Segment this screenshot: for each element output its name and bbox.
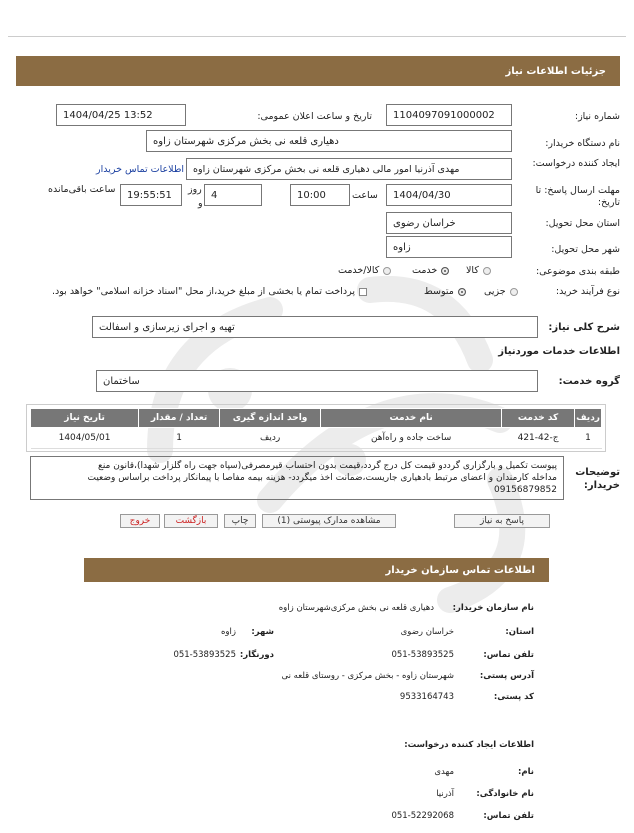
days-field[interactable]: 4 (204, 184, 262, 206)
buyer-label: نام دستگاه خریدار: (545, 138, 620, 149)
time-label: ساعت (352, 190, 378, 201)
contact-postal-label: کد پستی: (493, 692, 534, 702)
cell-qty: 1 (139, 428, 220, 449)
contact-address-label: آدرس پستی: (479, 671, 534, 681)
print-button[interactable]: چاپ (224, 514, 256, 528)
cell-name: ساخت جاده و راه‌آهن (321, 428, 502, 449)
contact-fax-value: 051-53893525 (173, 650, 236, 660)
radio-icon[interactable] (483, 267, 491, 275)
page-header (16, 56, 620, 86)
contact-title: اطلاعات تماس سازمان خریدار (385, 564, 535, 576)
contact-address-value: شهرستان زاوه - بخش مرکزی - روستای قلعه نی (281, 671, 454, 681)
description-field[interactable]: تهیه و اجرای زیرسازی و اسفالت (92, 316, 538, 338)
treasury-checkbox-row[interactable]: پرداخت تمام یا بخشی از مبلغ خرید،از محل "اسناد خزانه اسلامی" خواهد بود. (52, 286, 367, 297)
creator-phone-label: تلفن تماس: (483, 811, 534, 821)
creator-family-label: نام خانوادگی: (476, 789, 534, 799)
col-row: ردیف (575, 409, 602, 428)
reply-button[interactable]: پاسخ به نیاز (454, 514, 550, 528)
contact-city-value: زاوه (220, 627, 236, 637)
province-field[interactable]: خراسان رضوی (386, 212, 512, 234)
attachments-button[interactable]: مشاهده مدارک پیوستی (1) (262, 514, 396, 528)
creator-family-value: آذرنیا (436, 789, 454, 799)
remaining-time-field[interactable]: 19:55:51 (120, 184, 182, 206)
process-option-medium[interactable]: متوسط (424, 286, 466, 297)
category-option-both[interactable]: کالا/خدمت (338, 265, 391, 276)
back-button[interactable]: بازگشت (164, 514, 218, 528)
table-row[interactable] (31, 428, 602, 449)
need-number-field[interactable]: 1104097091000002 (386, 104, 512, 126)
contact-city-label: شهر: (251, 627, 274, 637)
page-title: جزئیات اطلاعات نیاز (505, 65, 606, 77)
service-group-field[interactable]: ساختمان (96, 370, 538, 392)
checkbox-icon[interactable] (359, 288, 367, 296)
cell-row: 1 (575, 428, 602, 449)
contact-phone-label: تلفن تماس: (483, 650, 534, 660)
creator-label: ایجاد کننده درخواست: (532, 158, 620, 169)
creator-section-title: اطلاعات ایجاد کننده درخواست: (404, 740, 534, 750)
deadline-label: مهلت ارسال پاسخ: تا تاریخ: (535, 185, 620, 208)
col-unit: واحد اندازه گیری (220, 409, 321, 428)
buyer-field[interactable]: دهیاری قلعه نی بخش مرکزی شهرستان زاوه (146, 130, 512, 152)
category-option-goods[interactable]: کالا (466, 265, 491, 276)
contact-province-value: خراسان رضوی (400, 627, 454, 637)
cell-date: 1404/05/01 (31, 428, 139, 449)
radio-selected-icon[interactable] (458, 288, 466, 296)
category-option-service[interactable]: خدمت (412, 265, 449, 276)
city-label: شهر محل تحویل: (551, 244, 620, 255)
col-date: تاریخ نیاز (31, 409, 139, 428)
top-divider (8, 36, 626, 37)
contact-postal-value: 9533164743 (399, 692, 454, 702)
radio-icon[interactable] (383, 267, 391, 275)
creator-phone-value: 051-52292068 (391, 811, 454, 821)
deadline-time-field[interactable]: 10:00 (290, 184, 350, 206)
announce-label: تاریخ و ساعت اعلان عمومی: (257, 111, 372, 122)
day-label: روز (188, 184, 202, 195)
buyer-notes-field[interactable] (30, 456, 564, 500)
and-label: و (198, 198, 203, 209)
category-label: طبقه بندی موضوعی: (535, 266, 620, 277)
process-label: نوع فرآیند خرید: (555, 286, 620, 297)
exit-button[interactable]: خروج (120, 514, 160, 528)
notes-line: 09156879852 (494, 485, 557, 495)
creator-field[interactable]: مهدی آذرنیا امور مالی دهیاری قلعه نی بخش مرکزی شهرستان زاوه (186, 158, 512, 180)
notes-line: مداخله کارمندان و اعضای مرتبط بادهیاری جاریست،ضمانت اخذ میگردد- هزینه بیمه مفاصا با پیمانکار پرداخت براساس وضعیت (87, 473, 557, 483)
need-number-label: شماره نیاز: (574, 111, 620, 122)
creator-name-value: مهدی (434, 767, 454, 777)
services-table-container (26, 404, 606, 452)
contact-province-label: استان: (505, 627, 534, 637)
description-label: شرح کلی نیاز: (548, 322, 620, 333)
city-field[interactable]: زاوه (386, 236, 512, 258)
org-value: دهیاری قلعه نی بخش مرکزی‌شهرستان زاوه (278, 603, 434, 613)
province-label: استان محل تحویل: (545, 218, 620, 229)
creator-name-label: نام: (517, 767, 534, 777)
deadline-date-field[interactable]: 1404/04/30 (386, 184, 512, 206)
cell-unit: ردیف (220, 428, 321, 449)
table-header-row (31, 409, 602, 428)
services-title: اطلاعات خدمات موردنیاز (498, 346, 620, 357)
process-option-minor[interactable]: جزیی (484, 286, 518, 297)
notes-line: پیوست تکمیل و بارگزاری گرددو قیمت کل درج گردد،قیمت بدون احتساب قیرمصرفی(سپاه جهت راه گلزار شهدا)،قانون منع (98, 461, 557, 471)
col-code: کد خدمت (502, 409, 575, 428)
org-label: نام سازمان خریدار: (452, 603, 534, 613)
service-group-label: گروه خدمت: (558, 376, 620, 387)
cell-code: ج-42-421 (502, 428, 575, 449)
remaining-label: ساعت باقی‌مانده (48, 184, 116, 195)
contact-fax-label: دورنگار: (239, 650, 274, 660)
buyer-notes-label: توضیحات خریدار: (575, 467, 620, 491)
radio-icon[interactable] (510, 288, 518, 296)
col-qty: تعداد / مقدار (139, 409, 220, 428)
radio-selected-icon[interactable] (441, 267, 449, 275)
services-table (30, 408, 602, 449)
announce-field[interactable]: 1404/04/25 13:52 (56, 104, 186, 126)
contact-header (84, 558, 549, 582)
contact-phone-value: 051-53893525 (391, 650, 454, 660)
col-name: نام خدمت (321, 409, 502, 428)
buyer-contact-link[interactable]: اطلاعات تماس خریدار (96, 164, 185, 175)
